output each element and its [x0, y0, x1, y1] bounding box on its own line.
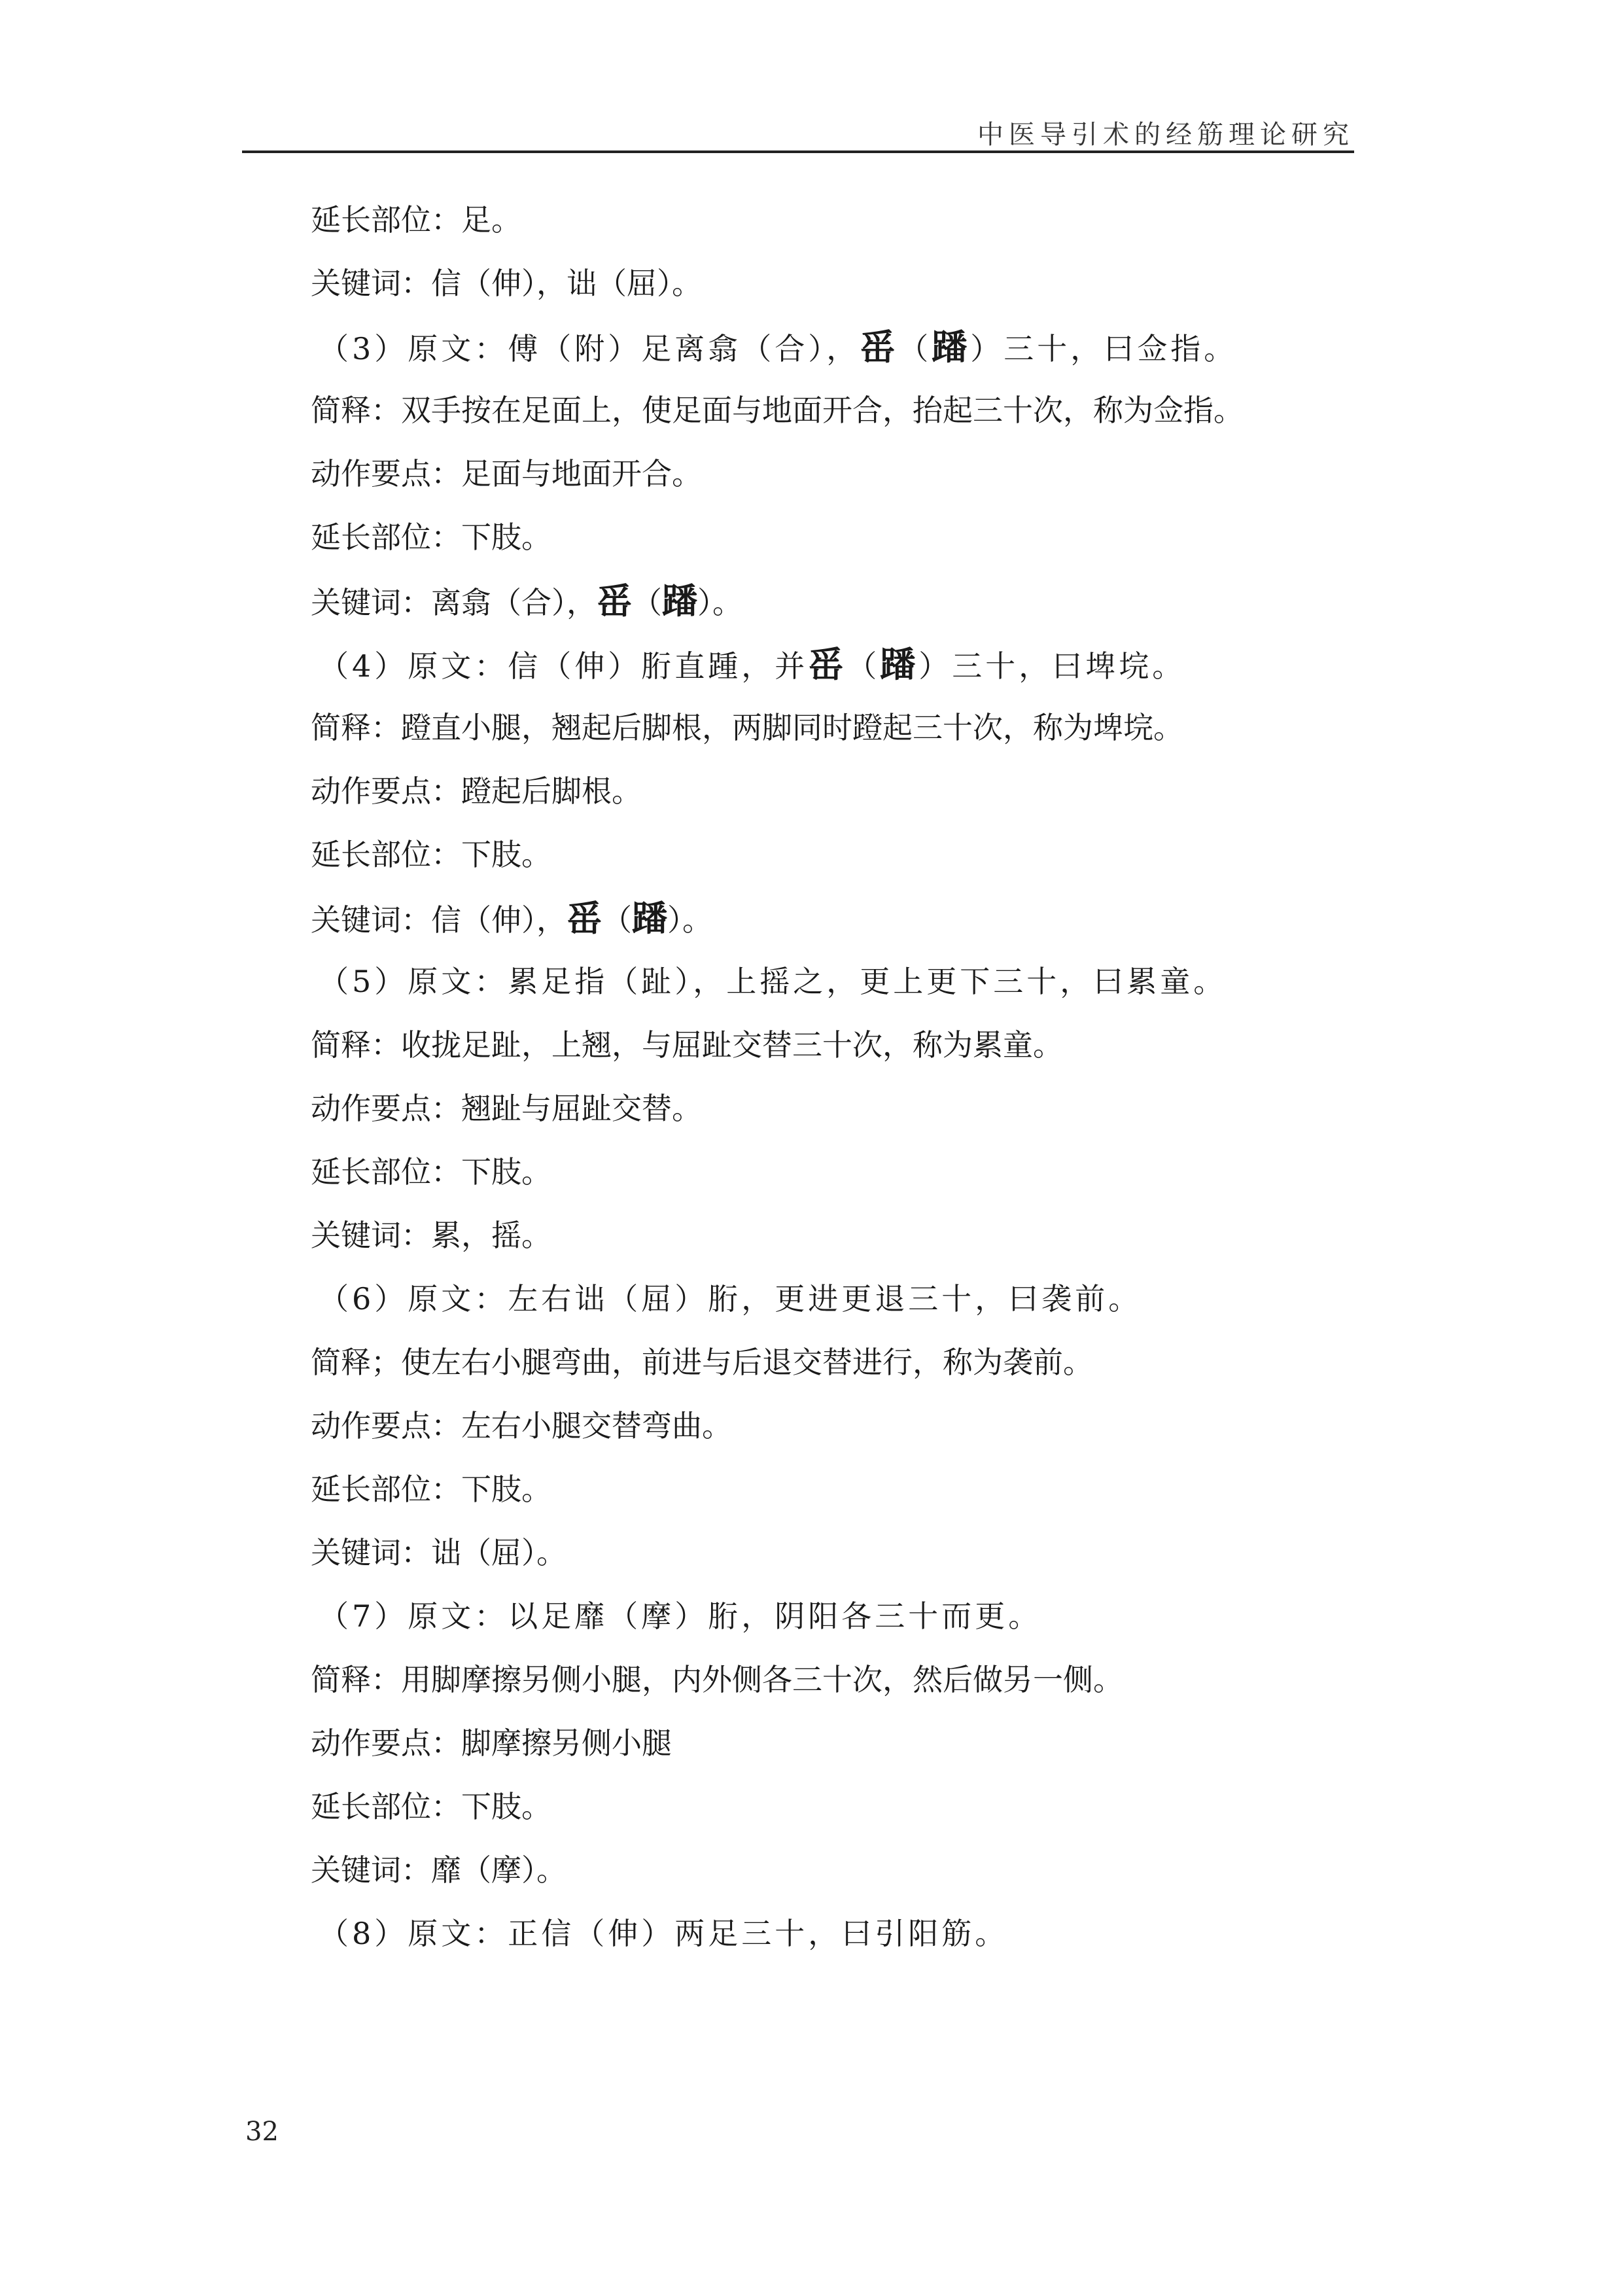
text-line: 延长部位：下肢。 — [311, 520, 551, 555]
body-text — [311, 203, 1357, 1980]
text-line: 关键词：累，摇。 — [311, 1218, 551, 1253]
text-line: 延长部位：下肢。 — [311, 1789, 551, 1824]
text-line: 简释：蹬直小腿，翘起后脚根，两脚同时蹬起三十次，称为埤垸。 — [311, 710, 1183, 745]
original-text-line: （7）原文：以足靡（摩）胻，阴阳各三十而更。 — [319, 1598, 1042, 1634]
text-line: 简释：收拢足趾，上翘，与屈趾交替三十次，称为累童。 — [311, 1027, 1063, 1063]
text-line: 关键词：靡（摩）。 — [311, 1852, 567, 1888]
rare-glyph: 䍃 — [808, 643, 847, 685]
original-text-line: （4）原文：信（伸）胻直踵，并䍃（蹯）三十，曰埤垸。 — [319, 643, 1186, 685]
rare-glyph: 蹯 — [632, 897, 667, 939]
text-line: 延长部位：下肢。 — [311, 1472, 551, 1507]
text-line: 关键词：信（伸），诎（屈）。 — [311, 266, 702, 301]
page-header — [242, 111, 1354, 153]
text-line: 延长部位：足。 — [311, 202, 521, 238]
keyword-line: 关键词：信（伸），䍃（蹯）。 — [311, 897, 712, 939]
text-line: 延长部位：下肢。 — [311, 837, 551, 872]
text-line: 简释；使左右小腿弯曲，前进与后退交替进行，称为袭前。 — [311, 1345, 1093, 1380]
text-line: 动作要点：翘趾与屈趾交替。 — [311, 1091, 702, 1126]
text-line: 延长部位：下肢。 — [311, 1154, 551, 1190]
text-line: 动作要点：蹬起后脚根。 — [311, 773, 642, 809]
original-text-line: （3）原文：傅（附）足离翕（合），䍃（蹯）三十，曰佥指。 — [319, 326, 1238, 368]
original-text-line: （6）原文：左右诎（屈）胻，更进更退三十，曰袭前。 — [319, 1281, 1142, 1316]
rare-glyph: 蹯 — [662, 580, 697, 622]
rare-glyph: 蹯 — [932, 326, 971, 368]
keyword-line: 关键词：离翕（合），䍃（蹯）。 — [311, 580, 742, 622]
page-number: 32 — [245, 2117, 279, 2147]
rare-glyph: 䍃 — [597, 580, 632, 622]
running-header-title: 中医导引术的经筋理论研究 — [977, 120, 1354, 150]
original-text-line: （5）原文：累足指（趾），上摇之，更上更下三十，曰累童。 — [319, 964, 1227, 999]
text-line: 简释：用脚摩擦另侧小腿，内外侧各三十次，然后做另一侧。 — [311, 1662, 1123, 1697]
original-text-line: （8）原文：正信（伸）两足三十，曰引阳筋。 — [319, 1916, 1009, 1951]
rare-glyph: 䍃 — [567, 897, 602, 939]
text-line: 简释：双手按在足面上，使足面与地面开合，抬起三十次，称为佥指。 — [311, 393, 1244, 428]
text-line: 动作要点：左右小腿交替弯曲。 — [311, 1408, 732, 1443]
text-line: 动作要点：足面与地面开合。 — [311, 456, 702, 491]
text-line: 关键词：诎（屈）。 — [311, 1535, 567, 1570]
text-line: 动作要点：脚摩擦另侧小腿 — [311, 1725, 672, 1761]
rare-glyph: 䍃 — [860, 326, 899, 368]
rare-glyph: 蹯 — [880, 643, 919, 685]
